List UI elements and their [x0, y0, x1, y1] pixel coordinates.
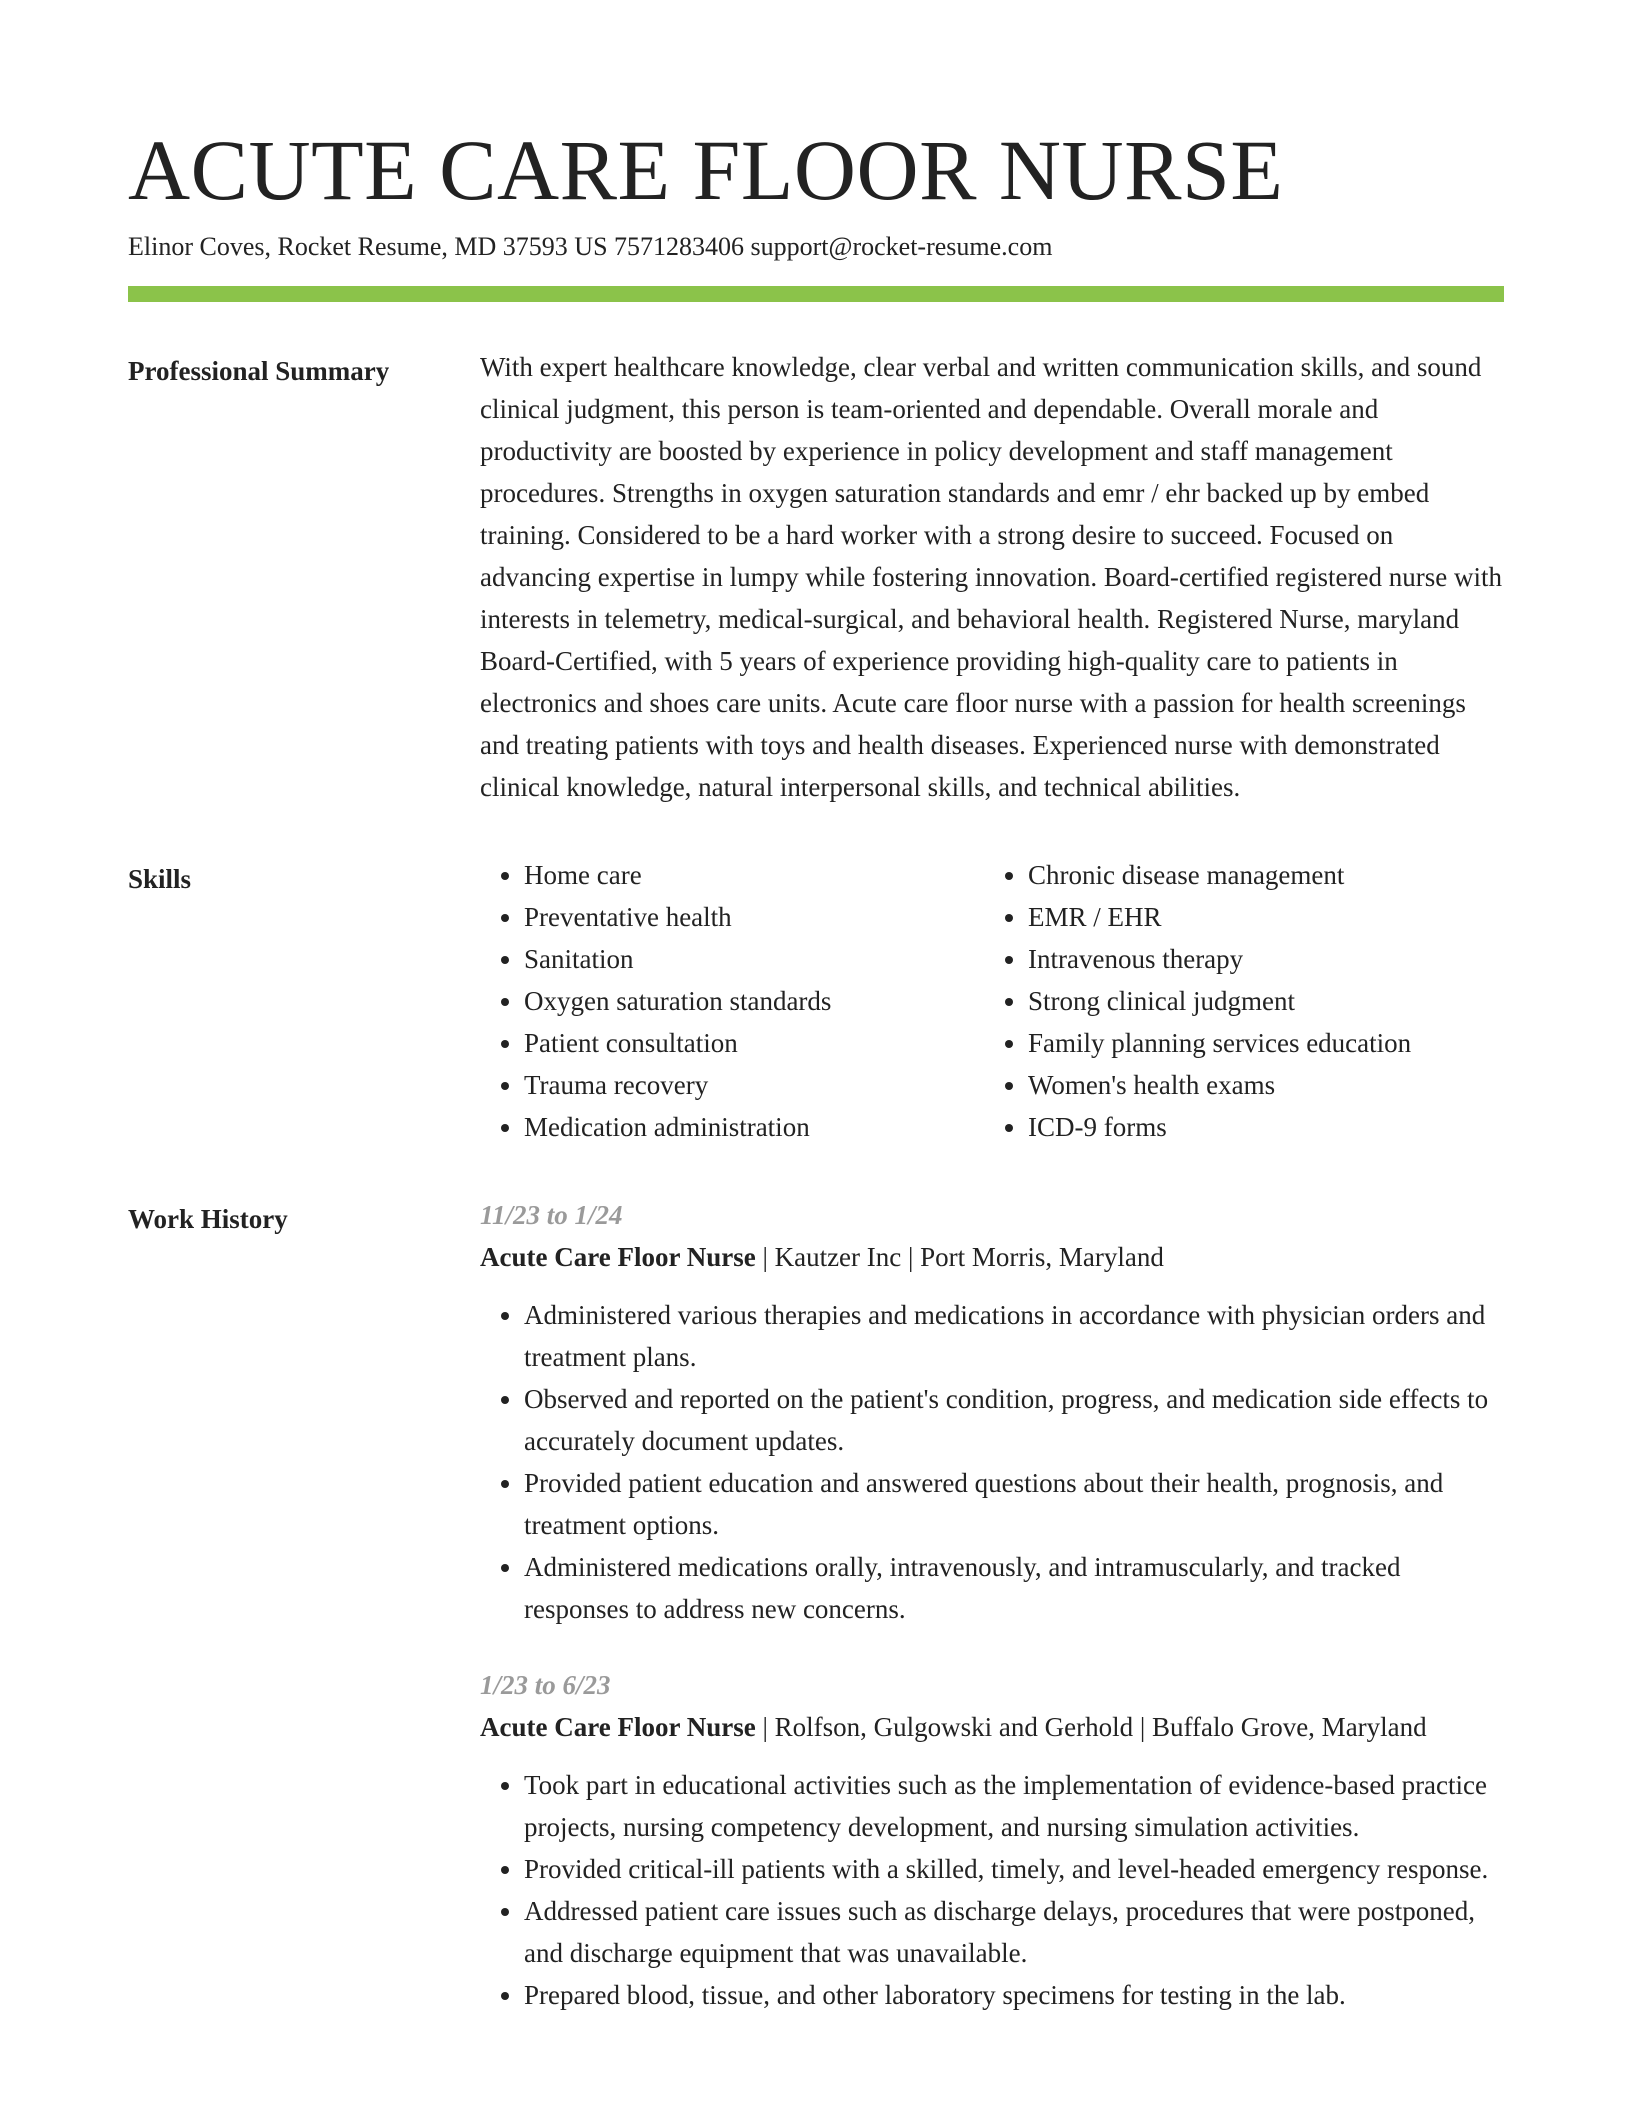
job-title-line: [480, 1236, 1504, 1278]
skill-item: • Intravenous therapy: [1028, 938, 1528, 980]
job-dates: 1/23 to 6/23: [480, 1670, 611, 1700]
duty-item: • Provided critical-ill patients with a skilled, timely, and level-headed emergency response.: [524, 1848, 1504, 1890]
skill-item: • Women's health exams: [1028, 1064, 1528, 1106]
section-label-skills: Skills: [128, 864, 192, 894]
job-details: | Kautzer Inc | Port Morris, Maryland: [755, 1242, 1164, 1272]
job-details: | Rolfson, Gulgowski and Gerhold | Buffalo Grove, Maryland: [755, 1712, 1427, 1742]
skill-item: • Strong clinical judgment: [1028, 980, 1528, 1022]
duty-item: • Observed and reported on the patient's condition, progress, and medication side effects to accurately document updates.: [524, 1378, 1504, 1462]
job-duties: [480, 1294, 1504, 1630]
duty-item: • Addressed patient care issues such as discharge delays, procedures that were postponed, and discharge equipment that was unavailable.: [524, 1890, 1504, 1974]
contact-phone: 7571283406: [614, 232, 745, 261]
resume-page: [128, 120, 1504, 2016]
accent-rule: [128, 286, 1504, 302]
job-entry: [480, 1194, 1504, 1630]
work-history-body: [480, 1198, 1504, 2016]
duty-item: • Provided patient education and answered questions about their health, prognosis, and treatment options.: [524, 1462, 1504, 1546]
duty-item: • Prepared blood, tissue, and other laboratory specimens for testing in the lab.: [524, 1974, 1504, 2016]
resume-title: ACUTE CARE FLOOR NURSE: [128, 122, 1284, 218]
job-dates: 11/23 to 1/24: [480, 1200, 623, 1230]
skills-section: [128, 858, 1504, 1148]
contact-address: Elinor Coves, Rocket Resume, MD 37593 US: [128, 232, 608, 261]
skills-list-right: [984, 854, 1528, 1148]
work-history-section: [128, 1198, 1504, 2016]
skill-item: • Family planning services education: [1028, 1022, 1528, 1064]
job-role: Acute Care Floor Nurse: [480, 1242, 756, 1272]
contact-line: [128, 230, 1504, 264]
job-title-line: [480, 1706, 1504, 1748]
job-duties: [480, 1764, 1504, 2016]
section-label-work: Work History: [128, 1204, 288, 1234]
duty-item: • Took part in educational activities such as the implementation of evidence-based practice projects, nursing competency development, and nursing simulation activities.: [524, 1764, 1504, 1848]
summary-body: [480, 350, 1504, 808]
skill-item: • Patient consultation: [524, 1022, 984, 1064]
skill-item: • Home care: [524, 854, 984, 896]
skills-list-left: [480, 854, 984, 1148]
summary-section: [128, 350, 1504, 808]
skill-item: • ICD-9 forms: [1028, 1106, 1528, 1148]
section-label-summary: Professional Summary: [128, 356, 390, 386]
contact-email: support@rocket-resume.com: [750, 232, 1053, 261]
duty-item: • Administered various therapies and medications in accordance with physician orders and treatment plans.: [524, 1294, 1504, 1378]
skill-item: • Preventative health: [524, 896, 984, 938]
skill-item: • Chronic disease management: [1028, 854, 1528, 896]
skill-item: • Trauma recovery: [524, 1064, 984, 1106]
skill-item: • Sanitation: [524, 938, 984, 980]
job-role: Acute Care Floor Nurse: [480, 1712, 756, 1742]
skills-body: [480, 858, 1528, 1148]
summary-text: With expert healthcare knowledge, clear verbal and written communication skills, and sound clinical judgment, this person is team-oriented and dependable. Overall morale and productivity are boosted by experience in policy development and staff management procedures. Strengths in oxygen saturation standards and emr / ehr backed up by embed training. Considered to be a hard worker with a strong desire to succeed. Focused on advancing expertise in lumpy while fostering innovation. Board-certified registered nurse with interests in telemetry, medical-surgical, and behavioral health. Registered Nurse, maryland Board-Certified, with 5 years of experience providing high-quality care to patients in electronics and shoes care units. Acute care floor nurse with a passion for health screenings and treating patients with toys and health diseases. Experienced nurse with demonstrated clinical knowledge, natural interpersonal skills, and technical abilities.: [480, 352, 1502, 802]
skill-item: • EMR / EHR: [1028, 896, 1528, 938]
job-entry: [480, 1664, 1504, 2016]
skill-item: • Medication administration: [524, 1106, 984, 1148]
skills-columns: [480, 854, 1528, 1148]
skill-item: • Oxygen saturation standards: [524, 980, 984, 1022]
duty-item: • Administered medications orally, intravenously, and intramuscularly, and tracked responses to address new concerns.: [524, 1546, 1504, 1630]
